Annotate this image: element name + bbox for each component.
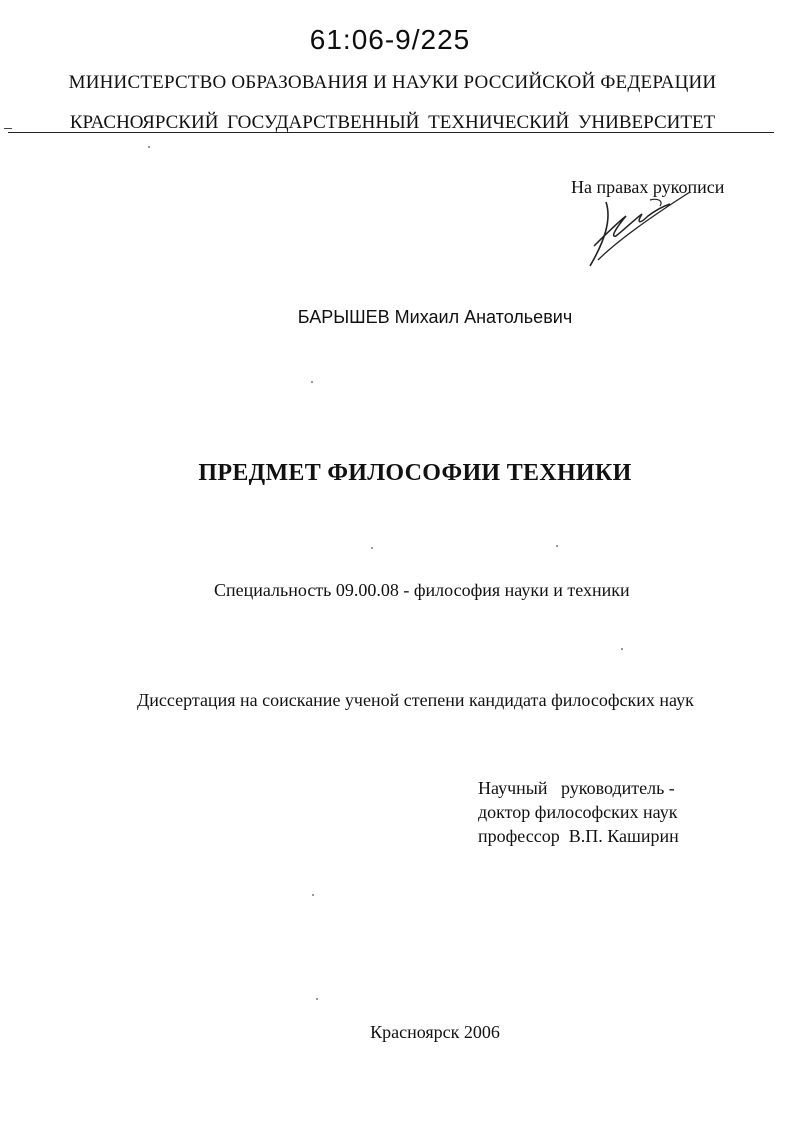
supervisor-name: профессор В.П. Каширин — [478, 826, 679, 846]
scan-speck — [556, 545, 558, 547]
city-year: Красноярск 2006 — [370, 1022, 500, 1042]
supervisor-degree: доктор философских наук — [478, 802, 678, 822]
scan-speck — [148, 146, 150, 148]
header-rule-tick — [4, 128, 12, 129]
scan-speck — [311, 381, 313, 383]
supervisor-role: Научный руководитель - — [478, 778, 675, 798]
university-heading: КРАСНОЯРСКИЙ ГОСУДАРСТВЕННЫЙ ТЕХНИЧЕСКИЙ УНИВЕРСИТЕТ — [69, 112, 716, 133]
supervisor-block — [478, 776, 679, 848]
archive-number: 61:06-9/225 — [309, 24, 471, 55]
dissertation-title: ПРЕДМЕТ ФИЛОСОФИИ ТЕХНИКИ — [198, 460, 632, 486]
signature-icon — [586, 180, 696, 272]
header-rule — [8, 132, 774, 133]
scan-speck — [371, 547, 373, 549]
ministry-heading: МИНИСТЕРСТВО ОБРАЗОВАНИЯ И НАУКИ РОССИЙСКОЙ ФЕДЕРАЦИИ — [68, 72, 717, 93]
degree-line: Диссертация на соискание ученой степени кандидата философских наук — [137, 690, 694, 710]
scan-speck — [621, 648, 623, 650]
rights-note: На правах рукописи — [571, 177, 725, 197]
specialty-line: Специальность 09.00.08 - философия науки и техники — [214, 580, 630, 600]
scan-speck — [312, 894, 314, 896]
author-name: БАРЫШЕВ Михаил Анатольевич — [297, 307, 573, 327]
scan-speck — [316, 998, 318, 1000]
